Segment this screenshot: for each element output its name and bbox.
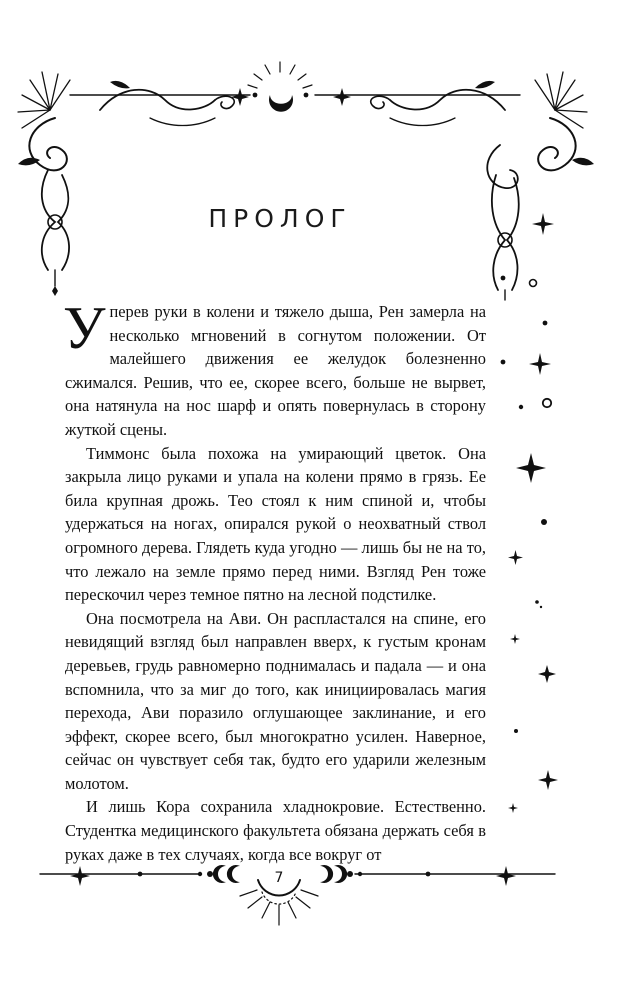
sparkle-star-icon: [538, 665, 556, 683]
footer-ornament: [40, 865, 555, 925]
paragraph: Она посмотрела на Ави. Он распластался на спине, его невидящий взгляд был направлен вверх, к густым кронам деревьев, грудь равномерно поднималась и падала — и она вспомнила, что за миг до того, как инициировалась магия перехода, Ави поразило оглушающее заклинание, и его эффект, скорее всего, был многократно усилен. Наверное, сейчас он чувствует себя так, будто его ударили железным молотом.: [65, 608, 486, 793]
sparkle-star-icon: [529, 353, 551, 375]
chapter-body: [63, 295, 486, 866]
sparkle-star-icon: [532, 213, 554, 235]
crescent-moon-icon: [269, 95, 293, 112]
sparkle-star-icon: [496, 866, 516, 886]
paragraph: И лишь Кора сохранила хладнокровие. Естественно. Студентка медицинского факультета обязана держать себя в руках даже в тех случаях, когда все вокруг от: [65, 797, 486, 864]
sparkle-star-icon: [70, 866, 90, 886]
paragraph-text: перев руки в колени и тяжело дыша, Рен замерла на несколько мгновений в согнутом положении. От малейшего движения ее желудок болезненно сжимался. Решив, что ее, скорее всего, больше не вырвет, она натянула на нос шарф и опять повернулась в сторону жуткой сцены.: [65, 302, 486, 439]
crescent-moon-icon: [334, 865, 347, 883]
paragraph: [63, 295, 486, 442]
sparkle-star-icon: [508, 803, 518, 813]
crescent-moon-icon: [320, 865, 333, 883]
left-corner-ornament: [18, 72, 70, 296]
header-ornament: [70, 62, 520, 126]
sparkle-star-icon: [510, 634, 520, 644]
drop-cap: У: [63, 295, 106, 361]
sparkle-star-icon: [333, 88, 351, 106]
sparkle-star-icon: [538, 770, 558, 790]
crescent-moon-icon: [227, 865, 240, 883]
scroll-flourish-icon: [100, 90, 215, 110]
sparkle-star-icon: [508, 550, 523, 565]
sun-ray-icon: [248, 62, 312, 88]
sparkle-star-icon: [516, 453, 546, 483]
page-number: 7: [274, 870, 284, 886]
paragraph: Тиммонс была похожа на умирающий цветок. Она закрыла лицо руками и упала на колени прямо в грязь. Ее била крупная дрожь. Тео стоял к ним спиной и, чтобы удержаться на ногах, опирался рукой о неохватный ствол огромного дерева. Глядеть куда угодно — лишь бы не на то, что лежало на земле прямо перед ними. Взгляд Рен тоже перескочил через темное пятно на лесной подстилке.: [65, 443, 486, 605]
crescent-moon-icon: [213, 865, 226, 883]
chapter-title: ПРОЛОГ: [208, 204, 352, 233]
scroll-flourish-icon: [390, 90, 505, 110]
star-scatter: [501, 213, 558, 813]
right-corner-ornament: [487, 72, 594, 300]
